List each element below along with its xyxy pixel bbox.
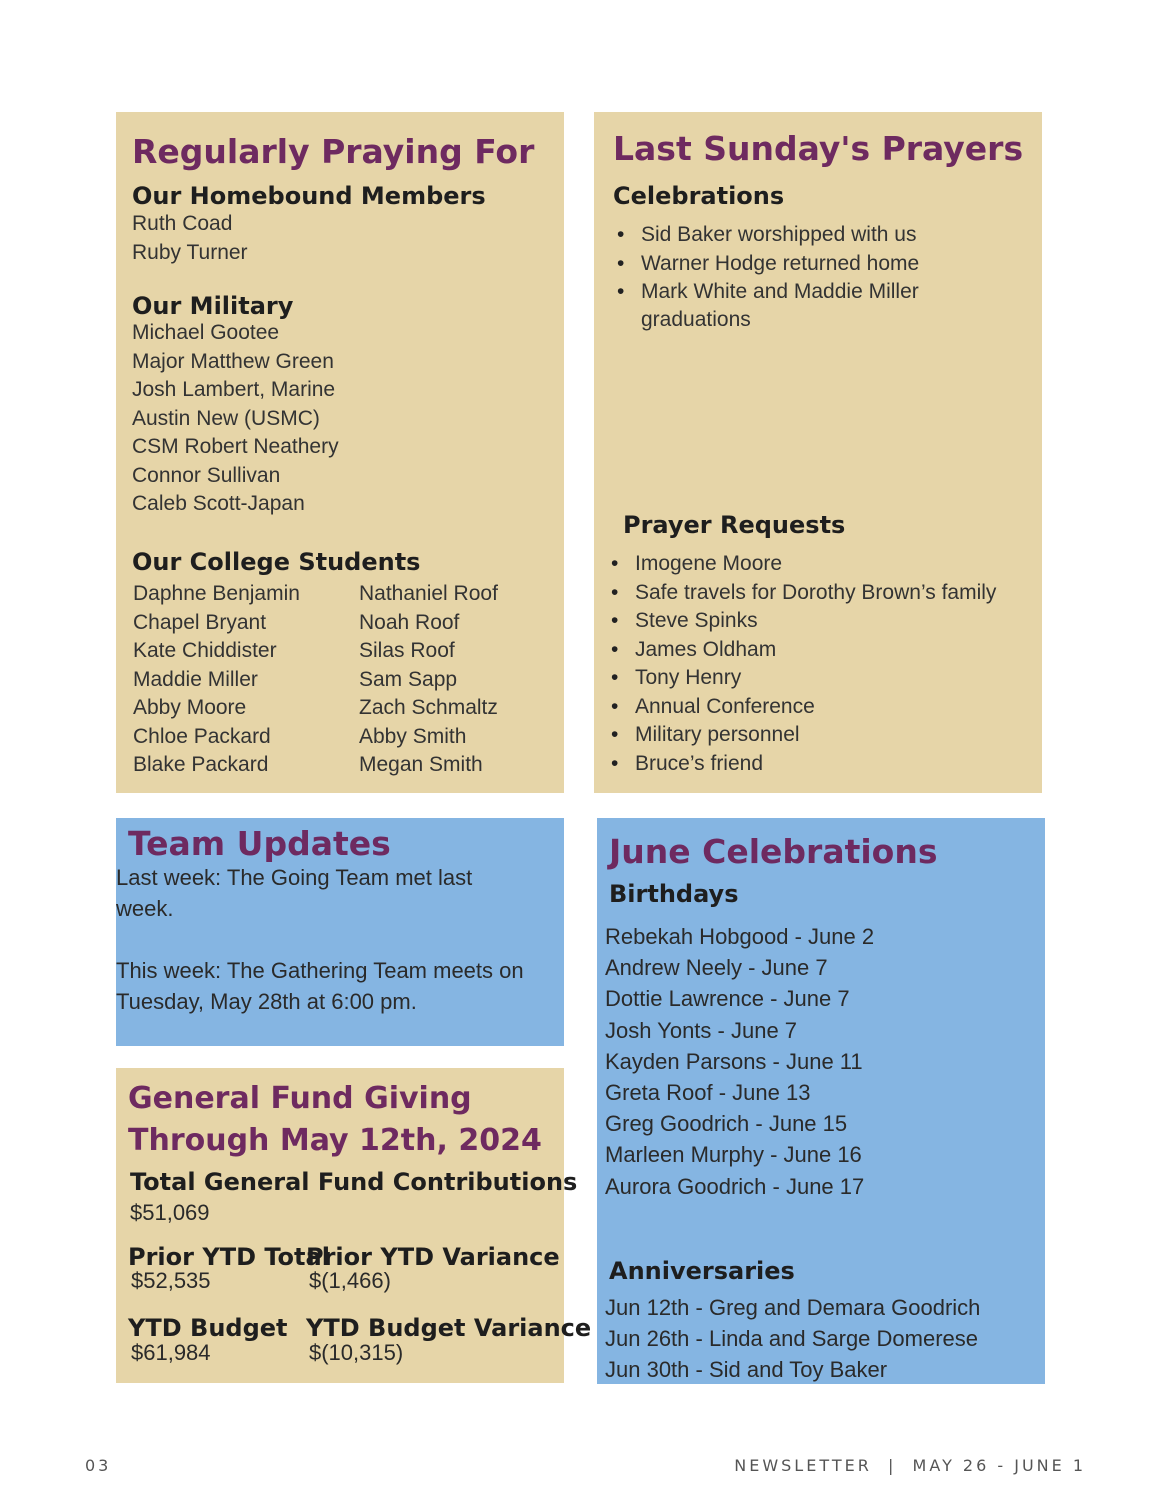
anniversaries-heading: Anniversaries <box>609 1257 795 1285</box>
military-list <box>132 319 339 519</box>
list-item: CSM Robert Neathery <box>132 435 339 458</box>
list-item: Megan Smith <box>359 753 483 776</box>
team-updates-title: Team Updates <box>128 824 391 863</box>
list-item: • Imogene Moore <box>635 550 996 579</box>
birthdays-heading: Birthdays <box>609 880 739 908</box>
list-item: • Tony Henry <box>635 664 996 693</box>
list-item: Kayden Parsons - June 11 <box>605 1048 863 1074</box>
list-item: Chapel Bryant <box>133 610 267 634</box>
page-number: 03 <box>85 1456 112 1475</box>
general-fund-title-line2: Through May 12th, 2024 <box>128 1123 542 1158</box>
regularly-praying-title: Regularly Praying For <box>132 132 535 171</box>
list-item: Sam Sapp <box>359 667 458 691</box>
list-item: Daphne Benjamin <box>133 582 300 605</box>
list-item: Silas Roof <box>359 639 455 662</box>
list-item: Jun 12th - Greg and Demara Goodrich <box>605 1295 981 1320</box>
team-line: Tuesday, May 28th at 6:00 pm. <box>116 989 417 1014</box>
list-item: Nathaniel Roof <box>359 582 498 605</box>
list-item: • Bruce’s friend <box>635 750 996 779</box>
list-item: Michael Gootee <box>132 321 280 344</box>
total-contributions-value: $51,069 <box>130 1200 210 1225</box>
list-item: • Military personnel <box>635 721 996 750</box>
list-item: Ruby Turner <box>132 240 248 264</box>
college-list-right <box>359 580 498 780</box>
general-fund-title-line1: General Fund Giving <box>128 1081 472 1116</box>
list-item: • James Oldham <box>635 636 996 665</box>
ytd-budget-label: YTD Budget <box>128 1314 288 1342</box>
list-item: Marleen Murphy - June 16 <box>605 1142 862 1168</box>
team-line: Last week: The Going Team met last <box>116 865 473 890</box>
prayer-requests-heading: Prayer Requests <box>623 511 846 539</box>
list-item: Andrew Neely - June 7 <box>605 955 828 981</box>
celebrations-heading: Celebrations <box>613 182 785 210</box>
list-item: Greta Roof - June 13 <box>605 1080 811 1106</box>
budget-variance-label: YTD Budget Variance <box>306 1314 592 1342</box>
anniversaries-list <box>605 1292 980 1386</box>
list-item: Austin New (USMC) <box>132 406 320 430</box>
list-item: • Steve Spinks <box>635 607 996 636</box>
prayer-requests-list <box>635 550 996 778</box>
list-item: Jun 26th - Linda and Sarge Domerese <box>605 1326 979 1352</box>
college-heading: Our College Students <box>132 548 421 576</box>
team-updates-text <box>116 862 566 1017</box>
prior-ytd-label: Prior YTD Total <box>128 1243 330 1271</box>
total-contributions-heading: Total General Fund Contributions <box>130 1168 578 1196</box>
homebound-list <box>132 210 248 267</box>
list-item: Ruth Coad <box>132 212 233 235</box>
team-line: week. <box>116 896 174 921</box>
list-item: • Mark White and Maddie Miller <box>641 278 919 307</box>
list-item: Josh Lambert, Marine <box>132 378 336 401</box>
birthdays-list <box>605 921 874 1202</box>
list-item: • Sid Baker worshipped with us <box>641 221 919 250</box>
prior-variance-label: Prior YTD Variance <box>306 1243 560 1271</box>
ytd-budget-value: $61,984 <box>131 1340 211 1365</box>
military-heading: Our Military <box>132 292 294 320</box>
list-item: Greg Goodrich - June 15 <box>605 1111 848 1137</box>
list-item: Caleb Scott-Japan <box>132 492 305 515</box>
team-line: This week: The Gathering Team meets on <box>116 958 524 983</box>
list-item: Josh Yonts - June 7 <box>605 1017 798 1043</box>
general-fund-title <box>128 1078 542 1162</box>
prior-variance-value: $(1,466) <box>309 1268 391 1293</box>
list-item: Abby Moore <box>133 696 247 719</box>
list-item: Aurora Goodrich - June 17 <box>605 1173 865 1199</box>
budget-variance-value: $(10,315) <box>309 1340 404 1365</box>
list-item: Zach Schmaltz <box>359 696 498 719</box>
celebrations-list-continuation: graduations <box>641 308 751 331</box>
june-celebrations-title: June Celebrations <box>609 832 938 871</box>
homebound-heading: Our Homebound Members <box>132 182 486 210</box>
celebrations-list <box>641 221 919 307</box>
list-item: • Warner Hodge returned home <box>641 250 919 279</box>
list-item: Jun 30th - Sid and Toy Baker <box>605 1357 888 1383</box>
list-item: Rebekah Hobgood - June 2 <box>605 924 875 949</box>
list-item: Blake Packard <box>133 753 269 776</box>
newsletter-footer: NEWSLETTER | MAY 26 - JUNE 1 <box>734 1456 1086 1475</box>
list-item: • Safe travels for Dorothy Brown’s family <box>635 579 996 608</box>
list-item: Abby Smith <box>359 724 467 748</box>
list-item: Major Matthew Green <box>132 349 334 373</box>
last-sunday-title: Last Sunday's Prayers <box>613 129 1024 168</box>
list-item: Maddie Miller <box>133 667 258 691</box>
list-item: • Annual Conference <box>635 693 996 722</box>
college-list-left <box>133 580 300 780</box>
list-item: Connor Sullivan <box>132 463 281 487</box>
list-item: Chloe Packard <box>133 724 271 748</box>
prior-ytd-value: $52,535 <box>131 1268 211 1293</box>
list-item: Dottie Lawrence - June 7 <box>605 986 850 1012</box>
list-item: Kate Chiddister <box>133 639 277 662</box>
list-item: Noah Roof <box>359 610 460 634</box>
